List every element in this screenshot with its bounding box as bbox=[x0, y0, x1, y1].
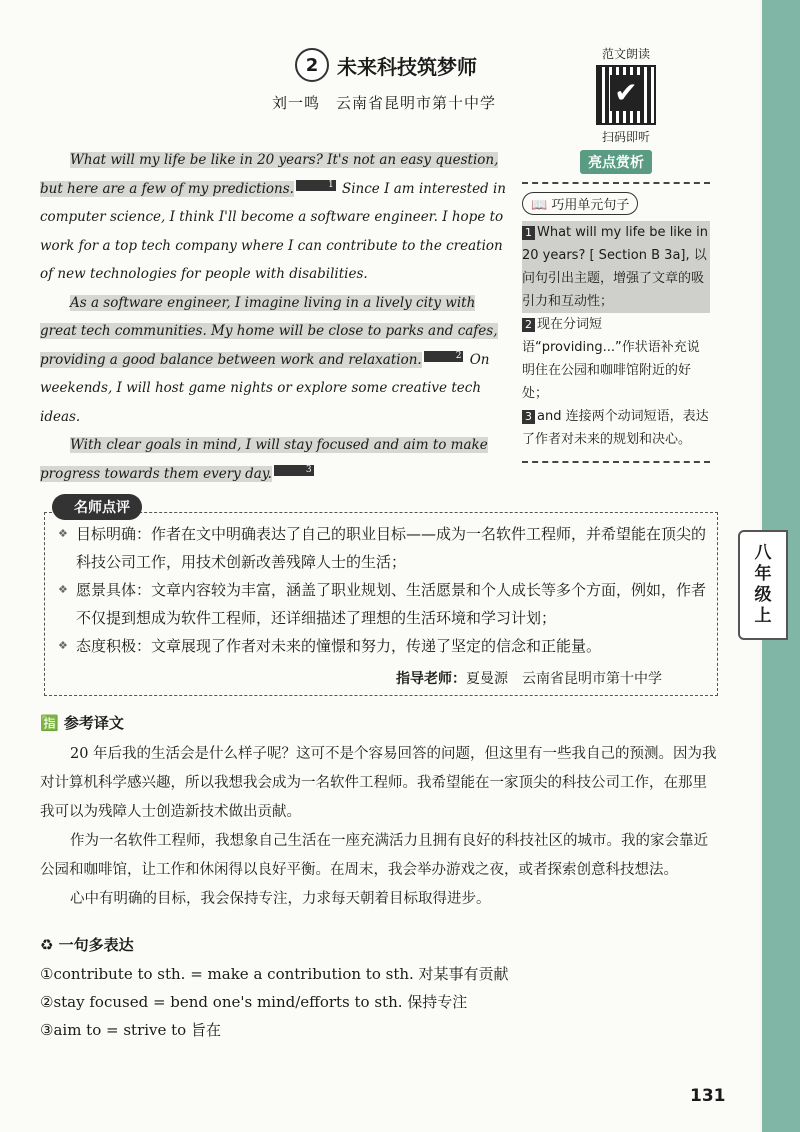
marker-1: 1 bbox=[296, 180, 336, 191]
teacher-name: 夏曼源 云南省昆明市第十中学 bbox=[466, 671, 662, 687]
grade-tab-char: 八 bbox=[754, 543, 772, 563]
supervising-teacher bbox=[396, 668, 662, 688]
essay-body bbox=[40, 146, 510, 488]
grade-tab-char: 年 bbox=[754, 564, 772, 584]
grade-tab-char: 级 bbox=[754, 585, 772, 605]
highlighted-sentence: With clear goals in mind, I will stay focused and aim to make progress towards them every day. bbox=[40, 437, 488, 482]
highlighted-sentence: What will my life be like in 20 years? It's not an easy question, but here are a few of my predictions. bbox=[40, 152, 499, 197]
essay-text: Since I am interested in computer science, I think I'll become a software engineer. I hope to work for a top tech company where I can contribute to the creation of new technologies for people with disabilities. bbox=[40, 180, 507, 282]
essay-text: On weekends, I will host game nights or explore some creative tech ideas. bbox=[40, 351, 490, 425]
essay-paragraph bbox=[40, 431, 510, 488]
translation-paragraph: 作为一名软件工程师，我想象自己生活在一座充满活力且拥有良好的科技社区的城市。我的家会靠近公园和咖啡馆，让工作和休闲得以良好平衡。在周末，我会举办游戏之夜，或者探索创意科技想法。 bbox=[40, 833, 708, 878]
teacher-comment-label: 名师点评 bbox=[52, 494, 142, 520]
item-text: What will my life be like in 20 years? [ Section B 3a], 以问句引出主题，增强了文章的吸引力和互动性； bbox=[522, 225, 708, 309]
essay-paragraph bbox=[40, 289, 510, 432]
qr-bottom-label: 扫码即听 bbox=[601, 130, 650, 144]
item-number: 2 bbox=[522, 318, 535, 332]
translation-body bbox=[40, 740, 720, 914]
item-number: 3 bbox=[522, 410, 535, 424]
highlighted-sentence: As a software engineer, I imagine living in a lively city with great tech communities. My home will be close to parks and cafes, providing a good balance between work and relaxation. bbox=[40, 294, 498, 368]
analysis-title: 亮点赏析 bbox=[580, 150, 652, 174]
essay-title: 未来科技筑梦师 bbox=[337, 54, 477, 79]
comment-item: ❖ 目标明确：作者在文中明确表达了自己的职业目标——成为一名软件工程师，并希望能在顶尖的科技公司工作，用技术创新改善残障人士的生活； bbox=[58, 520, 708, 576]
comment-item: ❖ 愿景具体：文章内容较为丰富，涵盖了职业规划、生活愿景和个人成长等多个方面，例如，作者不仅提到想成为软件工程师，还详细描述了理想的生活环境和学习计划； bbox=[58, 576, 708, 632]
item-text: and 连接两个动词短语，表达了作者对未来的规划和决心。 bbox=[522, 409, 709, 447]
page-number: 131 bbox=[690, 1086, 726, 1106]
qr-top-label: 范文朗读 bbox=[601, 47, 650, 61]
reference-translation-label: 🈯 参考译文 bbox=[40, 714, 124, 732]
title-row bbox=[295, 48, 477, 82]
highlight-analysis-panel bbox=[522, 150, 710, 467]
item-number: 1 bbox=[522, 226, 535, 240]
teacher-label: 指导老师： bbox=[396, 671, 466, 687]
translation-paragraph: 心中有明确的目标，我会保持专注，力求每天朝着目标取得进步。 bbox=[70, 891, 491, 907]
grade-tab-char: 上 bbox=[754, 606, 772, 626]
essay-paragraph bbox=[40, 146, 510, 289]
expression-item: ①contribute to sth. = make a contribution to sth. 对某事有贡献 bbox=[40, 965, 509, 983]
qr-audio-block[interactable] bbox=[594, 45, 658, 145]
item-text: 现在分词短语“providing...”作状语补充说明住在公园和咖啡馆附近的好处； bbox=[522, 317, 700, 401]
marker-2: 2 bbox=[424, 351, 464, 362]
qr-code-icon[interactable] bbox=[596, 65, 656, 125]
reference-translation-text: 参考译文 bbox=[63, 714, 124, 732]
essay-author: 刘一鸣 云南省昆明市第十中学 bbox=[272, 94, 497, 112]
grade-tab bbox=[738, 530, 788, 640]
multiple-expressions-text: 一句多表达 bbox=[58, 936, 134, 954]
multiple-expressions-label: ♻ 一句多表达 bbox=[40, 936, 134, 954]
marker-3: 3 bbox=[274, 465, 314, 476]
expressions-list bbox=[40, 960, 509, 1044]
expression-item: ③aim to = strive to 旨在 bbox=[40, 1021, 221, 1039]
teacher-comment-list bbox=[58, 520, 708, 660]
analysis-item bbox=[522, 405, 710, 451]
analysis-item bbox=[522, 221, 710, 313]
translation-paragraph: 20 年后我的生活会是什么样子呢？这可不是个容易回答的问题，但这里有一些我自己的预测。因为我对计算机科学感兴趣，所以我想我会成为一名软件工程师。我希望能在一家顶尖的科技公司工作，在那里我可以为残障人士创造新技术做出贡献。 bbox=[40, 746, 717, 820]
analysis-item bbox=[522, 313, 710, 405]
analysis-tag-label: 巧用单元句子 bbox=[551, 198, 630, 213]
divider bbox=[522, 182, 710, 184]
analysis-tag: 📖 巧用单元句子 bbox=[522, 192, 638, 215]
expression-item: ②stay focused = bend one's mind/efforts to sth. 保持专注 bbox=[40, 993, 468, 1011]
comment-item: ❖ 态度积极：文章展现了作者对未来的憧憬和努力，传递了坚定的信念和正能量。 bbox=[58, 632, 708, 660]
divider bbox=[522, 461, 710, 463]
essay-number-badge: 2 bbox=[295, 48, 329, 82]
